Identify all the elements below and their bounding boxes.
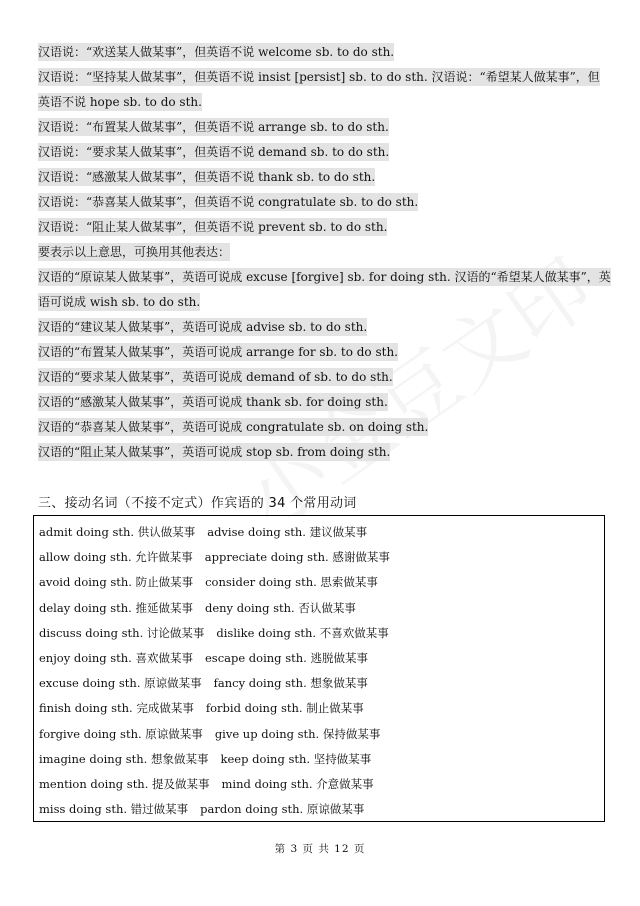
verb-row: [39, 722, 604, 747]
verb-row: [39, 570, 604, 595]
verb-entry: avoid doing sth. 防止做某事: [39, 575, 194, 590]
page-footer: 第 3 页 共 12 页: [274, 843, 366, 855]
verb-row: [39, 646, 604, 671]
explanation-line: [38, 440, 608, 465]
section-heading: 三、接动名词（不接不定式）作宾语的 34 个常用动词: [38, 496, 357, 511]
verb-entry: discuss doing sth. 讨论做某事: [39, 625, 205, 640]
explanation-line: [38, 115, 608, 140]
explanation-line-text: 汉语的“感激某人做某事”，英语可说成 thank sb. for doing sth.: [38, 395, 388, 409]
verb-entry: allow doing sth. 允许做某事: [39, 550, 193, 565]
verb-entry: mention doing sth. 提及做某事: [39, 776, 210, 791]
verb-entry: mind doing sth. 介意做某事: [221, 776, 374, 791]
explanation-line-text: 汉语的“恭喜某人做某事”，英语可说成 congratulate sb. on doing sth.: [38, 420, 429, 434]
verb-entry: imagine doing sth. 想象做某事: [39, 751, 209, 766]
explanation-line: [38, 240, 608, 265]
explanation-line: [38, 415, 608, 440]
verb-row: [39, 797, 604, 822]
explanation-line-text: 汉语说：“布置某人做某事”，但英语不说 arrange sb. to do sth.: [38, 120, 389, 134]
verb-row: [39, 696, 604, 721]
verb-row: [39, 671, 604, 696]
explanation-line-text: 汉语的“布置某人做某事”，英语可说成 arrange for sb. to do sth.: [38, 345, 398, 359]
explanation-line-text: 汉语的“要求某人做某事”，英语可说成 demand of sb. to do sth.: [38, 370, 393, 384]
explanation-line-text: 汉语说：“欢送某人做某事”，但英语不说 welcome sb. to do sth.: [38, 45, 395, 59]
verb-entry: consider doing sth. 思索做某事: [205, 575, 378, 590]
verb-entry: miss doing sth. 错过做某事: [39, 802, 189, 817]
verb-entry: finish doing sth. 完成做某事: [39, 701, 194, 716]
explanation-line-text: 汉语说：“坚持某人做某事”，但英语不说 insist [persist] sb. to do sth. 汉语说：“希望某人做某事”，但: [38, 70, 600, 84]
explanation-line: [38, 315, 608, 340]
explanation-line: [38, 365, 608, 390]
explanation-line: [38, 165, 608, 190]
verb-entry: dislike doing sth. 不喜欢做某事: [216, 625, 389, 640]
explanation-line-text: 英语不说 hope sb. to do sth.: [38, 95, 202, 109]
explanation-line-text: 汉语的“建议某人做某事”，英语可说成 advise sb. to do sth.: [38, 320, 368, 334]
explanation-line-text: 要表示以上意思，可换用其他表达：: [38, 245, 231, 259]
explanation-lines: [38, 40, 611, 465]
explanation-line-text: 汉语的“阻止某人做某事”，英语可说成 stop sb. from doing sth.: [38, 445, 391, 459]
verb-row: [39, 545, 604, 570]
verb-entry: delay doing sth. 推延做某事: [39, 600, 193, 615]
verb-entry: escape doing sth. 逃脱做某事: [204, 650, 368, 665]
explanation-line: [38, 215, 608, 240]
verb-entry: pardon doing sth. 原谅做某事: [200, 802, 365, 817]
explanation-line: [38, 340, 608, 365]
explanation-line: [38, 90, 608, 115]
explanation-line: [38, 290, 608, 315]
verb-entry: excuse doing sth. 原谅做某事: [39, 676, 202, 691]
verb-entry: enjoy doing sth. 喜欢做某事: [39, 650, 193, 665]
verb-entry: forbid doing sth. 制止做某事: [205, 701, 364, 716]
verb-entry: advise doing sth. 建议做某事: [207, 525, 368, 539]
verb-row: [39, 596, 604, 621]
explanation-line: [38, 390, 608, 415]
explanation-line-text: 汉语的“原谅某人做某事”，英语可说成 excuse [forgive] sb. for doing sth. 汉语的“希望某人做某事”，英: [38, 270, 611, 284]
verb-entry: keep doing sth. 坚持做某事: [220, 751, 372, 766]
verb-entry: appreciate doing sth. 感谢做某事: [204, 550, 390, 565]
explanation-line: [38, 190, 608, 215]
explanation-line-text: 语可说成 wish sb. to do sth.: [38, 295, 201, 309]
verb-list-box: [33, 515, 605, 822]
verb-entry: deny doing sth. 否认做某事: [204, 600, 356, 615]
explanation-line: [38, 265, 611, 290]
explanation-line-text: 汉语说：“感激某人做某事”，但英语不说 thank sb. to do sth.: [38, 170, 376, 184]
verb-entry: admit doing sth. 供认做某事: [39, 525, 196, 539]
verb-entry: forgive doing sth. 原谅做某事: [39, 726, 203, 741]
explanation-line: [38, 140, 608, 165]
verb-row: [39, 747, 604, 772]
explanation-line-text: 汉语说：“要求某人做某事”，但英语不说 demand sb. to do sth.: [38, 145, 390, 159]
explanation-line-text: 汉语说：“阻止某人做某事”，但英语不说 prevent sb. to do sth.: [38, 220, 388, 234]
explanation-line: [38, 40, 608, 65]
verb-row: [39, 520, 604, 545]
explanation-line: [38, 65, 608, 90]
explanation-line-text: 汉语说：“恭喜某人做某事”，但英语不说 congratulate sb. to do sth.: [38, 195, 419, 209]
verb-row: [39, 621, 604, 646]
verb-row: [39, 772, 604, 797]
verb-entry: fancy doing sth. 想象做某事: [213, 676, 368, 691]
verb-entry: give up doing sth. 保持做某事: [214, 726, 381, 741]
